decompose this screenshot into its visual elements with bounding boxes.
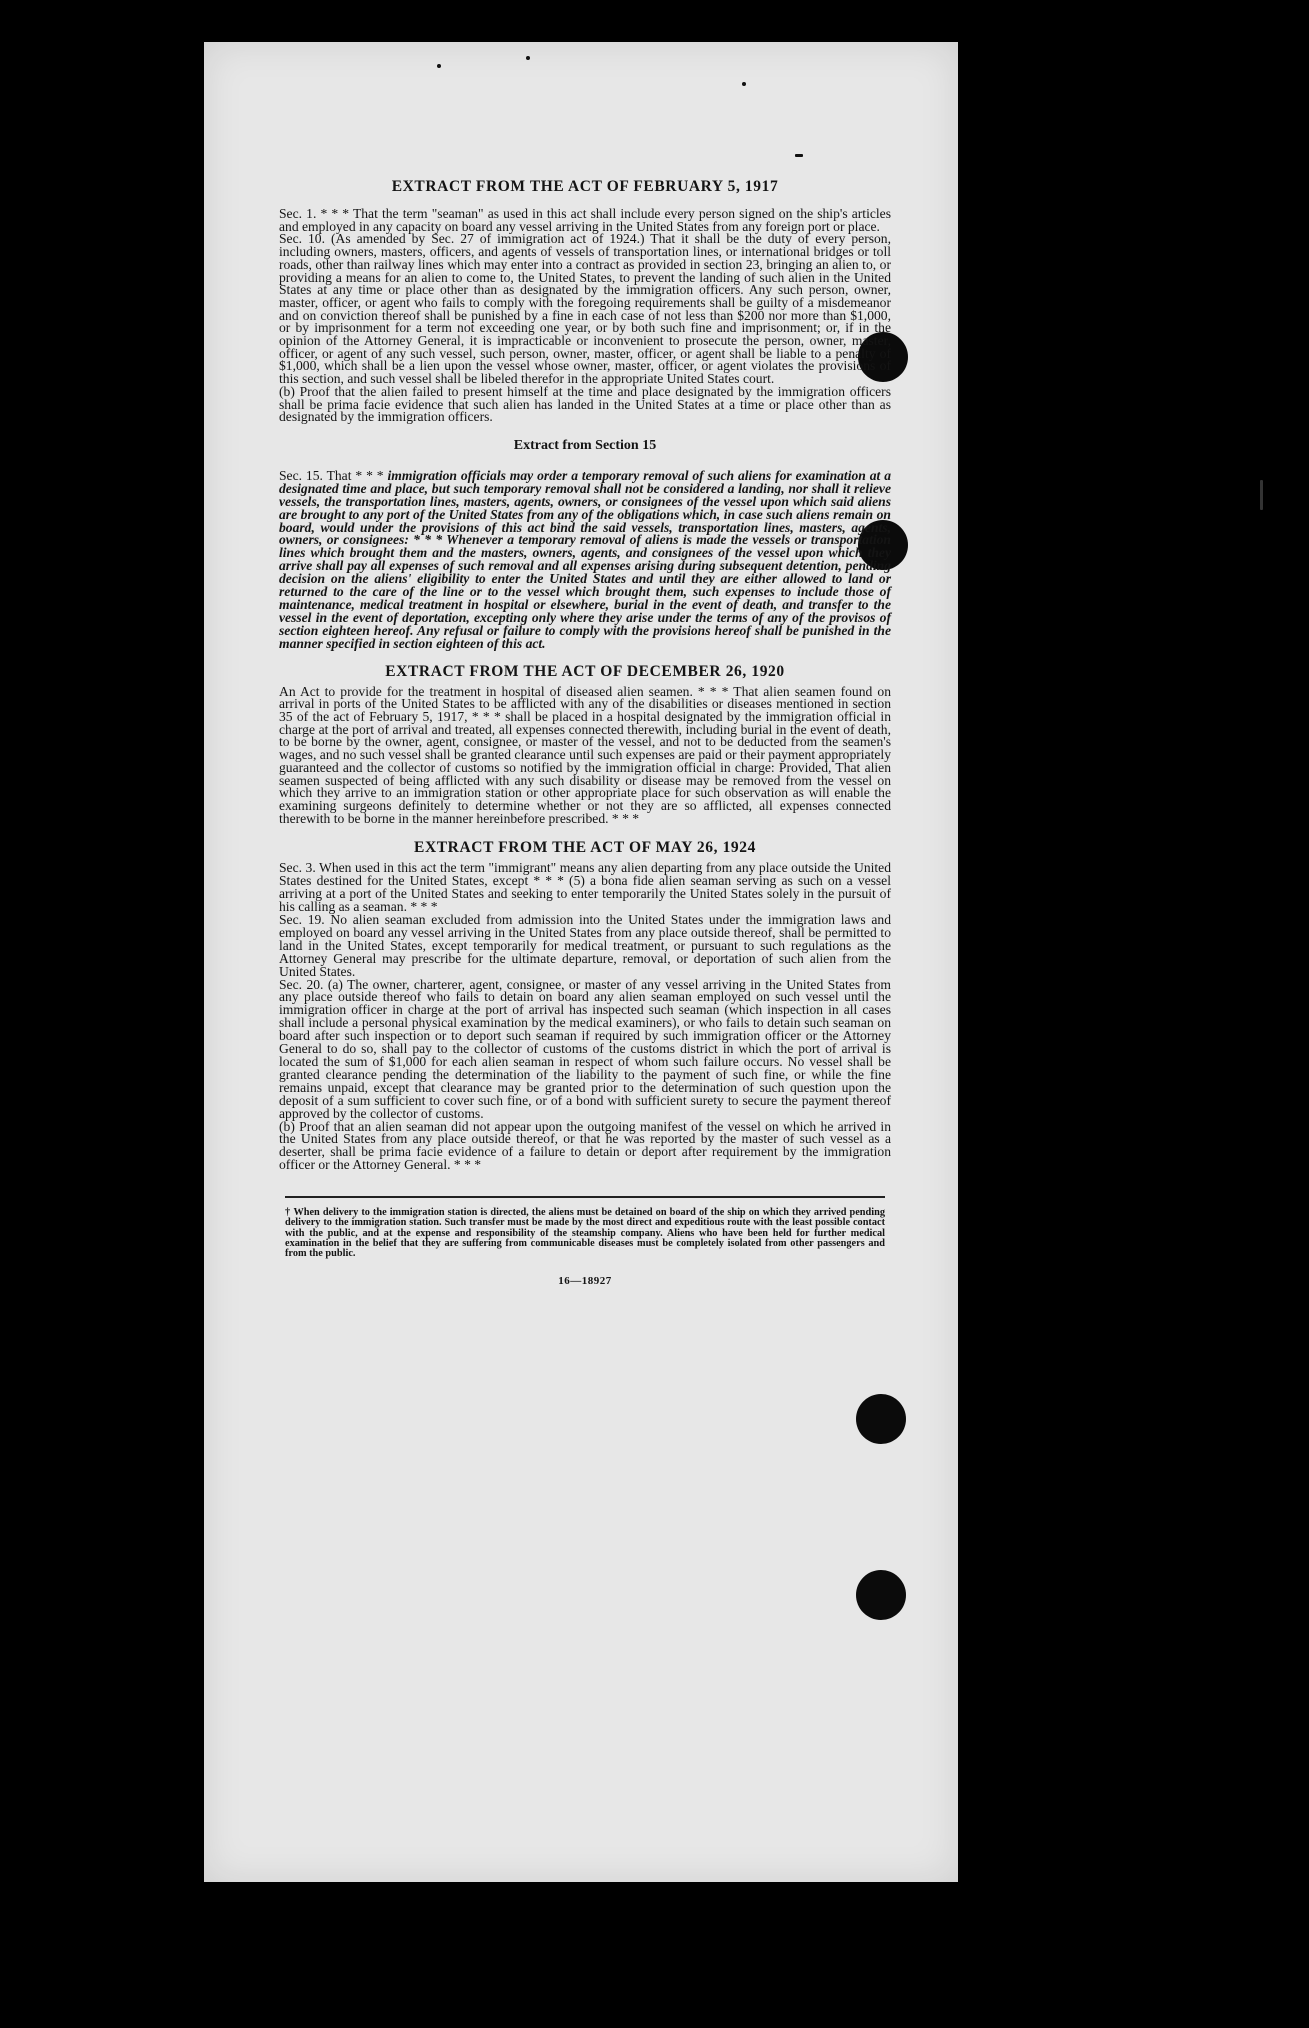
- section-10b-text: (b) Proof that the alien failed to present himself at the time and place designated by the immigration officers shall be prima facie evidence that such alien has landed in the United States at a time or place other than as designated by the immigration officers.: [279, 383, 891, 425]
- heading-act-1917: EXTRACT FROM THE ACT OF FEBRUARY 5, 1917: [391, 178, 779, 195]
- scan-speck: [795, 154, 803, 157]
- form-number: 16—18927: [558, 1275, 612, 1288]
- heading-act-1924: EXTRACT FROM THE ACT OF MAY 26, 1924: [414, 839, 756, 857]
- footnote-divider: [285, 1196, 885, 1198]
- section-10-text: Sec. 10. (As amended by Sec. 27 of immigration act of 1924.) That it shall be the duty of every person, including owners, masters, officers, and agents of vessels of transportation lines, or international bridges or toll roads, other than railway lines which may enter into a contract as provided in section 23, bringing an alien to, or providing a means for an alien to come to, the United States, to prevent the landing of such alien in the United States at any time or place other than as designated by the immigration officers. Any such person, owner, master, officer, or agent who fails to comply with the foregoing requirements shall be guilty of a misdemeanor and on conviction thereof shall be punished by a fine in each case of not less than $200 nor more than $1,000, or by imprisonment for a term not exceeding one year, or by both such fine and imprisonment; or, if in the opinion of the Attorney General, it is impracticable or inconvenient to prosecute the person, owner, master, officer, or agent of any such vessel, such person, owner, master, officer, or agent shall be liable to a penalty of $1,000, which shall be a lien upon the vessel whose owner, master, officer, or agent violates the provisions of this section, and such vessel shall be libeled therefor in the appropriate United States court.: [279, 231, 891, 387]
- footnote: † When delivery to the immigration station is directed, the aliens must be detained on board of the ship on which they arrived pending delivery to the immigration station. Such transfer must be made by the most direct and expeditious route with the least possible contact with the public, and at the expense and responsibility of the steamship company. Aliens who have been held for further medical examination in the belief that they are suffering from communicable diseases must be completely isolated from other passengers and from the public.: [285, 1207, 885, 1259]
- section-20b-text: (b) Proof that an alien seaman did not appear upon the outgoing manifest of the vessel on which he arrived in the United States from any place outside thereof, or that he was reported by the master of such vessel as a deserter, shall be prima facie evidence of a failure to detain or deport after requirement by the immigration officer or the Attorney General. * * *: [279, 1118, 891, 1173]
- document-body: [279, 178, 891, 1287]
- punch-hole: [856, 1570, 906, 1620]
- section-15-lead: Sec. 15. That * * *: [279, 467, 384, 483]
- scan-speck: [1260, 480, 1263, 510]
- section-3-text: Sec. 3. When used in this act the term "immigrant" means any alien departing from any place outside the United States destined for the United States, except * * * (5) a bona fide alien seaman serving as such on a vessel arriving at a port of the United States and seeking to enter temporarily the United States solely in the pursuit of his calling as a seaman. * * *: [279, 860, 891, 915]
- section-19-text: Sec. 19. No alien seaman excluded from admission into the United States under the immigration laws and employed on board any vessel arriving in the United States from any place outside thereof, shall be permitted to land in the United States, except temporarily for medical treatment, or pursuant to such regulations as the Attorney General may prescribe for the ultimate departure, removal, or deportation of such alien from the United States.: [279, 912, 891, 979]
- section-15-italic: immigration officials may order a temporary removal of such aliens for examination at a designated time and place, but such temporary removal shall not be considered a landing, nor shall it relieve vessels, the transportation lines, masters, agents, owners, or consignees of the vessel upon which said aliens are brought to any port of the United States from any of the obligations which, in case such aliens remain on board, would under the provisions of this act bind the said vessels, transportation lines, masters, agents, owners, or consignees: * * * Whenever a temporary removal of aliens is made the vessels or transportation lines which brought them and the masters, owners, agents, and consignees of the vessel upon which they arrive shall pay all expenses of such removal and all expenses arising during subsequent detention, pending decision on the aliens' eligibility to enter the United States and until they are either allowed to land or returned to the care of the line or to the vessel which brought them, such expenses to include those of maintenance, medical treatment in hospital or elsewhere, burial in the event of death, and transfer to the vessel in the event of deportation, excepting only where they arise under the terms of any of the provisos of section eighteen hereof. Any refusal or failure to comply with the provisions hereof shall be punished in the manner specified in section eighteen of this act.: [279, 467, 891, 651]
- subheading-section-15: Extract from Section 15: [513, 437, 657, 453]
- section-20a-text: Sec. 20. (a) The owner, charterer, agent, consignee, or master of any vessel arriving in the United States from any place outside thereof who fails to detain on board any alien seaman employed on such vessel until the immigration officer in charge at the port of arrival has inspected such seaman (which inspection in all cases shall include a personal physical examination by the medical examiners), or who fails to detain such seaman on board after such inspection or to deport such seaman if required by such immigration officer or the Attorney General to do so, shall pay to the collector of customs of the customs district in which the port of arrival is located the sum of $1,000 for each alien seaman in respect of whom such failure occurs. No vessel shall be granted clearance pending the determination of the liability to the payment of such fine, or while the fine remains unpaid, except that clearance may be granted prior to the determination of such question upon the deposit of a sum sufficient to cover such fine, or of a bond with sufficient surety to secure the payment thereof approved by the collector of customs.: [279, 976, 891, 1121]
- act-1920-text: An Act to provide for the treatment in hospital of diseased alien seamen. * * * That alien seamen found on arrival in ports of the United States to be afflicted with any of the disabilities or diseases mentioned in section 35 of the act of February 5, 1917, * * * shall be placed in a hospital designated by the immigration official in charge at the port of arrival and treated, all expenses connected therewith, including burial in the event of death, to be borne by the owner, agent, consignee, or master of the vessel, and not to be deducted from the seamen's wages, and no such vessel shall be granted clearance until such expenses are paid or their payment appropriately guaranteed and the collector of customs so notified by the immigration official in charge: Provided, That alien seamen suspected of being afflicted with any such disability or disease may be removed from the vessel on which they arrive to an immigration station or other appropriate place for such observation as will enable the examining surgeons definitely to determine whether or not they are so afflicted, all expenses connected therewith to be borne in the manner hereinbefore prescribed. * * *: [279, 683, 891, 826]
- document-page: [204, 42, 958, 1882]
- scan-speck: [437, 64, 441, 68]
- section-15-text: [279, 467, 891, 651]
- scan-speck: [526, 56, 530, 60]
- heading-act-1920: EXTRACT FROM THE ACT OF DECEMBER 26, 1920: [385, 662, 785, 680]
- section-1-text: Sec. 1. * * * That the term "seaman" as used in this act shall include every person signed on the ship's articles and employed in any capacity on board any vessel arriving in the United States from any foreign port or place.: [279, 206, 891, 234]
- scan-speck: [742, 82, 746, 86]
- punch-hole: [856, 1394, 906, 1444]
